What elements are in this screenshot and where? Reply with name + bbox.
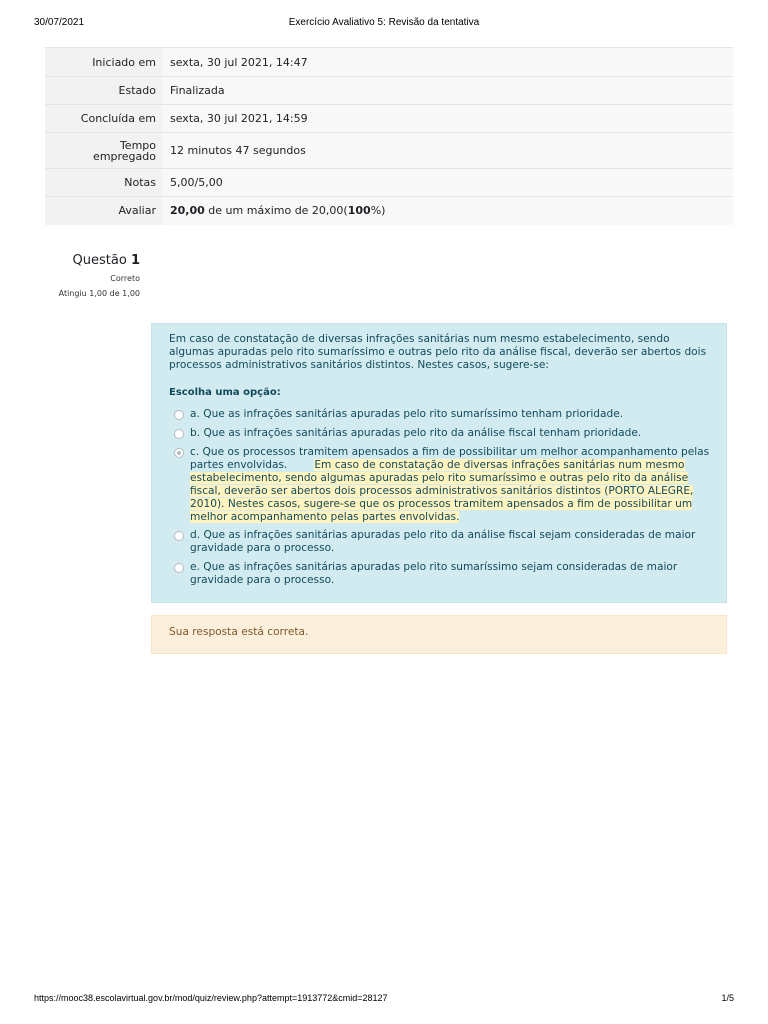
time-label-line-2: empregado bbox=[93, 149, 156, 163]
question-text: Em caso de constatação de diversas infrações sanitárias num mesmo estabelecimento, sendo algumas apuradas pelo rito sumaríssimo e outras pelo rito da análise fiscal, deverão ser abertos dois processos administrativos sanitários distintos. Nestes casos, sugere-se: bbox=[169, 333, 707, 371]
question-formulation bbox=[151, 323, 727, 603]
time-label-line-1: Tempo bbox=[119, 138, 156, 152]
answer-option-d[interactable] bbox=[172, 529, 712, 555]
specific-feedback: Em caso de constatação de diversas infrações sanitárias num mesmo estabelecimento, sendo algumas apuradas pelo rito sumaríssimo e outras pelo rito da análise fiscal, deverão ser abertos dois processos administrativos sanitários distintos (PORTO ALEGRE, 2010). Nestes casos, sugere-se que os processos tramitem apensados a fim de possibilitar um melhor acompanhamento pelas partes envolvidas. bbox=[190, 459, 694, 523]
started-label: Iniciado em bbox=[45, 48, 162, 77]
print-footer bbox=[34, 993, 734, 1007]
outcome-text: Sua resposta está correta. bbox=[169, 626, 309, 638]
grade-score: 20,00 bbox=[170, 204, 205, 218]
question-outcome bbox=[151, 615, 727, 654]
print-url: https://mooc38.escolavirtual.gov.br/mod/quiz/review.php?attempt=1913772&cmid=28127 bbox=[34, 993, 388, 1003]
state-value: Finalizada bbox=[162, 77, 733, 105]
answer-prompt: Escolha uma opção: bbox=[169, 387, 281, 398]
print-title: Exercício Avaliativo 5: Revisão da tentativa bbox=[288, 17, 480, 28]
grade-label: Avaliar bbox=[45, 197, 162, 225]
summary-row-completed bbox=[45, 105, 733, 133]
question-grade: Atingiu 1,00 de 1,00 bbox=[58, 289, 140, 298]
marks-value: 5,00/5,00 bbox=[162, 169, 733, 197]
grade-value bbox=[162, 197, 733, 225]
answer-option-e[interactable] bbox=[172, 561, 712, 587]
answer-option-c[interactable] bbox=[172, 446, 712, 524]
attempt-summary-table bbox=[45, 47, 733, 225]
radio-icon[interactable] bbox=[174, 563, 184, 573]
completed-value: sexta, 30 jul 2021, 14:59 bbox=[162, 105, 733, 133]
radio-icon[interactable] bbox=[174, 429, 184, 439]
answer-option-text: b. Que as infrações sanitárias apuradas pelo rito da análise fiscal tenham prioridade. bbox=[190, 427, 642, 439]
completed-label: Concluída em bbox=[45, 105, 162, 133]
time-value: 12 minutos 47 segundos bbox=[162, 133, 733, 169]
print-date: 30/07/2021 bbox=[34, 17, 85, 28]
grade-percent: 100 bbox=[347, 204, 371, 218]
answer-option-text: c. Que os processos tramitem apensados a fim de possibilitar um melhor acompanhamento pelas partes envolvidas. bbox=[190, 446, 710, 471]
print-header bbox=[34, 17, 734, 31]
grade-end: %) bbox=[370, 204, 386, 218]
state-label: Estado bbox=[45, 77, 162, 105]
marks-label: Notas bbox=[45, 169, 162, 197]
radio-checked-icon[interactable] bbox=[174, 448, 184, 458]
started-value: sexta, 30 jul 2021, 14:47 bbox=[162, 48, 733, 77]
answer-option-text: d. Que as infrações sanitárias apuradas pelo rito da análise fiscal sejam consideradas de maior gravidade para o processo. bbox=[190, 529, 696, 554]
grade-mid: de um máximo de 20,00( bbox=[204, 204, 348, 218]
question-state: Correto bbox=[110, 274, 140, 283]
question-number bbox=[40, 253, 140, 268]
answer-option-text-with-feedback bbox=[190, 446, 712, 524]
answer-option-a[interactable] bbox=[172, 408, 712, 421]
question-number-value: 1 bbox=[130, 253, 140, 268]
question-label: Questão bbox=[72, 253, 127, 268]
answer-option-b[interactable] bbox=[172, 427, 712, 440]
question-info bbox=[40, 253, 140, 298]
summary-row-started bbox=[45, 48, 733, 77]
summary-row-grade bbox=[45, 197, 733, 225]
radio-icon[interactable] bbox=[174, 531, 184, 541]
summary-row-marks bbox=[45, 169, 733, 197]
print-page-number: 1/5 bbox=[721, 993, 734, 1003]
time-label bbox=[45, 133, 162, 169]
summary-row-state bbox=[45, 77, 733, 105]
radio-icon[interactable] bbox=[174, 410, 184, 420]
answer-option-text: a. Que as infrações sanitárias apuradas pelo rito sumaríssimo tenham prioridade. bbox=[190, 408, 624, 420]
summary-row-time bbox=[45, 133, 733, 169]
answer-option-text: e. Que as infrações sanitárias apuradas pelo rito sumaríssimo sejam consideradas de maior gravidade para o processo. bbox=[190, 561, 678, 586]
